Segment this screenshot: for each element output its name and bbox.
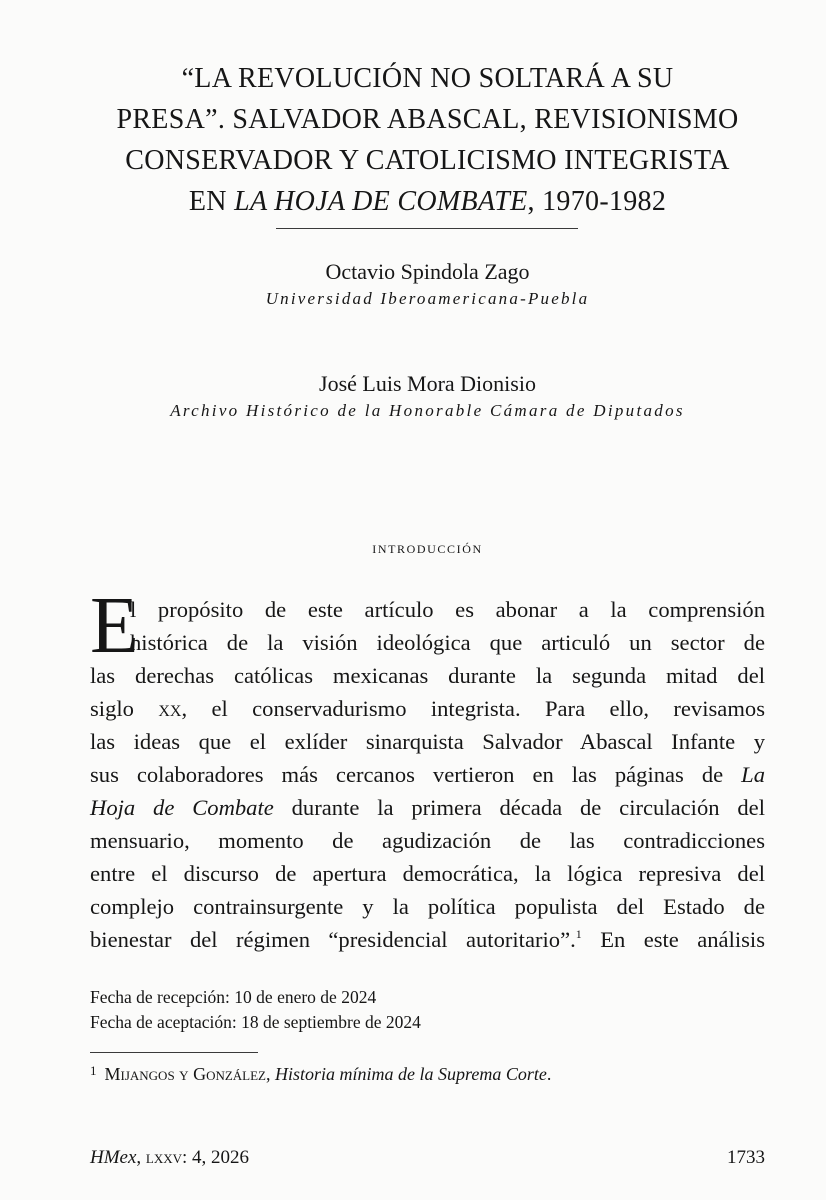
publication-name: Hoja de Combate — [90, 795, 274, 820]
author-affiliation: Archivo Histórico de la Honorable Cámara de Diputados — [170, 401, 685, 420]
document-page — [90, 0, 765, 1200]
text-fragment: durante la primera década de circulación del — [273, 795, 765, 820]
text-line — [90, 791, 765, 824]
drop-cap: E — [90, 582, 139, 670]
text-fragment: En este análisis — [581, 927, 765, 952]
text-line — [90, 692, 765, 725]
text-line: complejo contrainsurgente y la política populista del Estado de — [90, 894, 765, 919]
text-fragment: , el conservadurismo integrista. Para ello, revisamos — [181, 696, 765, 721]
text-line — [90, 923, 765, 956]
article-title — [80, 58, 775, 222]
text-line: entre el discurso de apertura democrática, la lógica represiva del — [90, 861, 765, 886]
received-date: Fecha de recepción: 10 de enero de 2024 — [90, 987, 377, 1007]
footnote-reference[interactable]: 1 — [575, 927, 582, 941]
text-line: histórica de la visión ideológica que articuló un sector de — [130, 630, 765, 655]
journal-issue: : 4, 2026 — [182, 1147, 250, 1168]
submission-dates — [90, 985, 421, 1035]
text-line: l propósito de este artículo es abonar a la comprensión — [130, 597, 765, 622]
footnote-separator: , — [266, 1064, 275, 1084]
section-heading: introducción — [372, 538, 483, 557]
footnote-authors: Mijangos y González — [104, 1064, 266, 1084]
author-block — [90, 258, 765, 312]
text-line: mensuario, momento de agudización de las contradicciones — [90, 828, 765, 853]
author-name: José Luis Mora Dionisio — [319, 371, 536, 396]
text-line — [90, 758, 765, 791]
footnote-number: 1 — [90, 1063, 97, 1078]
journal-citation — [90, 1145, 249, 1171]
author-block — [90, 370, 765, 424]
text-fragment: bienestar del régimen “presidencial autoritario”. — [90, 927, 576, 952]
body-paragraph — [90, 582, 765, 956]
journal-volume: , lxxv — [136, 1147, 183, 1168]
footnote-end: . — [546, 1064, 552, 1084]
title-line: PRESA”. SALVADOR ABASCAL, REVISIONISMO — [116, 104, 739, 135]
accepted-date: Fecha de aceptación: 18 de septiembre de 2024 — [90, 1012, 421, 1032]
title-prefix: EN — [188, 186, 235, 217]
footnote-divider — [90, 1052, 258, 1053]
title-publication-name: LA HOJA DE COMBATE — [234, 186, 528, 217]
footnote — [90, 1058, 551, 1087]
author-affiliation: Universidad Iberoamericana-Puebla — [265, 289, 590, 308]
title-years: , 1970-1982 — [527, 186, 667, 217]
page-number: 1733 — [727, 1147, 765, 1168]
title-line — [80, 181, 775, 222]
title-line: CONSERVADOR Y CATOLICISMO INTEGRISTA — [125, 145, 730, 176]
journal-name: HMex — [90, 1147, 137, 1168]
text-line: las ideas que el exlíder sinarquista Salvador Abascal Infante y — [90, 729, 765, 754]
author-name: Octavio Spindola Zago — [325, 259, 530, 284]
footnote-work-title: Historia mínima de la Suprema Corte — [275, 1064, 547, 1084]
text-line: las derechas católicas mexicanas durante la segunda mitad del — [90, 663, 765, 688]
title-line: “LA REVOLUCIÓN NO SOLTARÁ A SU — [181, 63, 674, 94]
publication-name: La — [741, 762, 765, 787]
century-numeral: xx — [158, 696, 182, 721]
text-fragment: siglo — [90, 696, 159, 721]
title-divider — [276, 228, 578, 229]
text-fragment: sus colaboradores más cercanos vertieron en las páginas de — [90, 762, 742, 787]
